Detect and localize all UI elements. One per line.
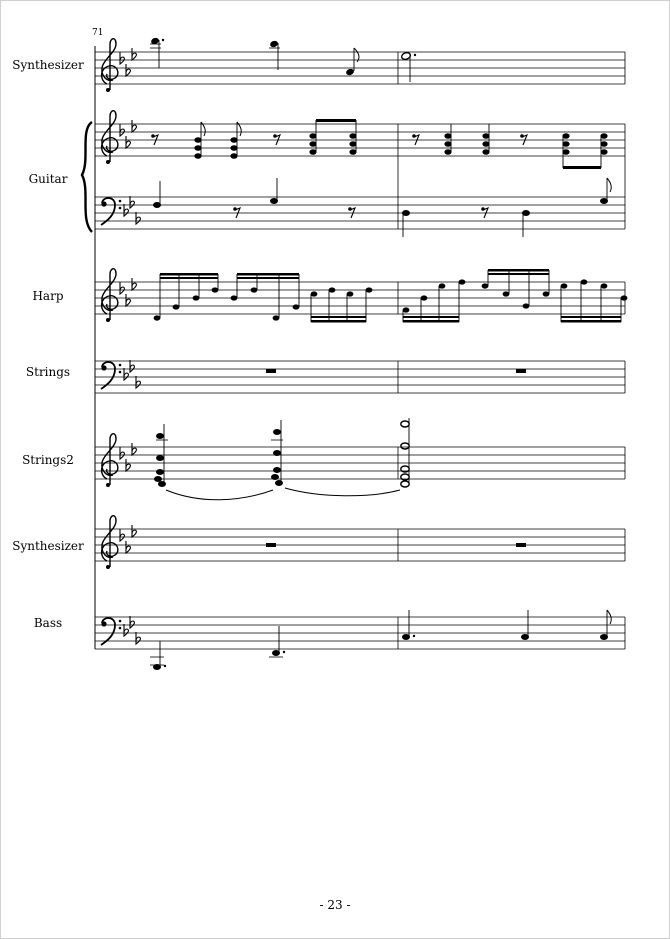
instrument-label-strings2: Strings2 [22, 453, 74, 467]
staff-bass [95, 610, 625, 670]
instrument-label-synthesizer-1: Synthesizer [12, 58, 84, 72]
staff-synthesizer-2 [95, 516, 625, 569]
instrument-label-strings: Strings [25, 365, 71, 379]
instrument-label-harp: Harp [32, 289, 64, 303]
staff-strings [95, 360, 625, 393]
staff-strings2 [95, 418, 625, 500]
whole-rest [516, 369, 526, 373]
instrument-label-guitar: Guitar [28, 172, 68, 186]
whole-rest [266, 369, 276, 373]
staff-harp [95, 269, 627, 323]
measure-number: 71 [92, 28, 104, 38]
page-number: - 23 - [319, 898, 351, 912]
instrument-label-bass: Bass [33, 616, 63, 630]
staff-synthesizer-1 [95, 37, 625, 92]
instrument-label-synthesizer-2: Synthesizer [12, 539, 84, 553]
staff-guitar [82, 111, 625, 237]
